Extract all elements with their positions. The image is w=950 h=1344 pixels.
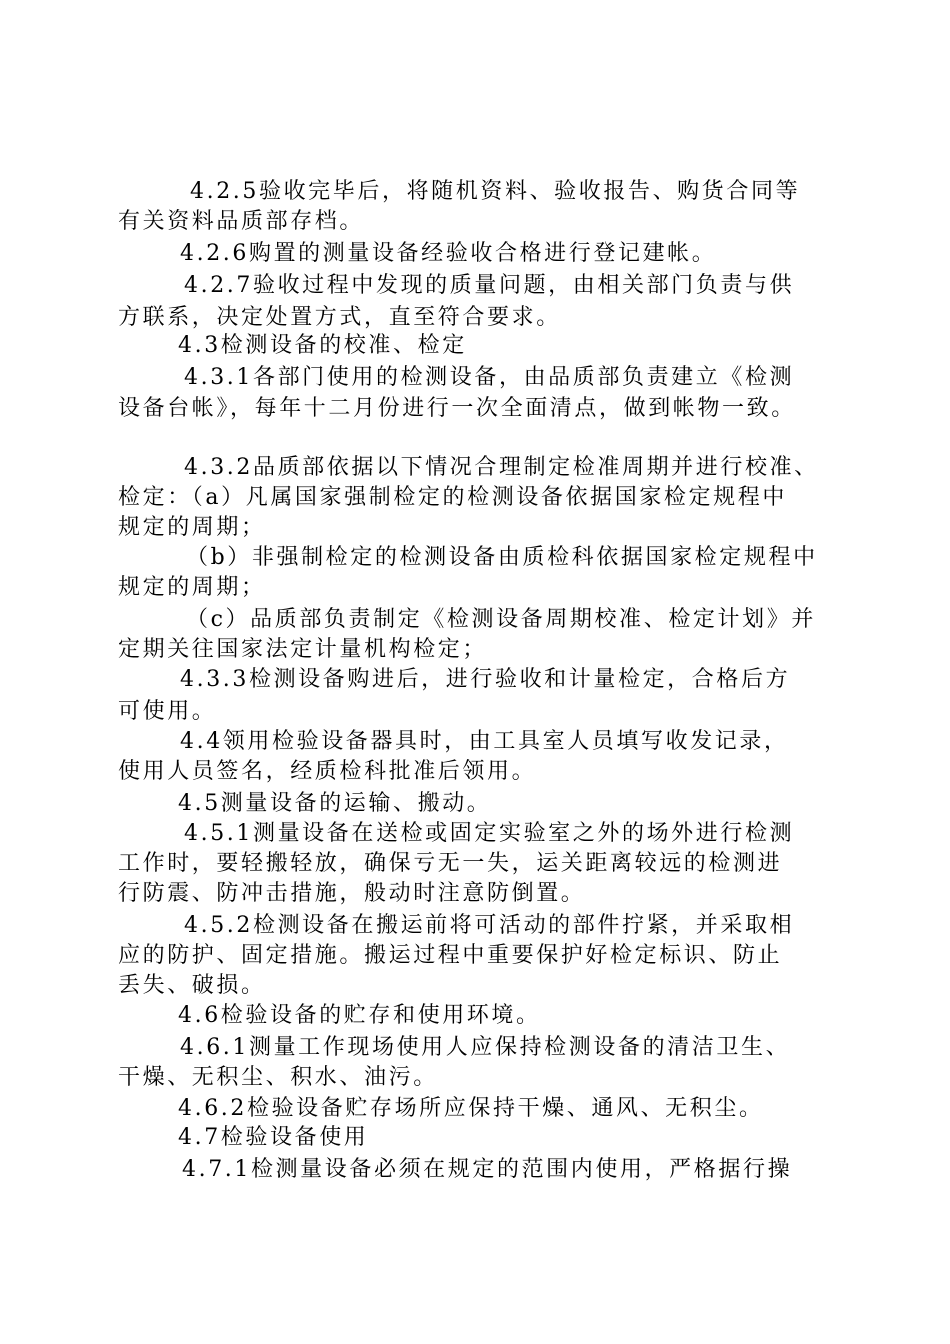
text-line: 4.7.1检测量设备必须在规定的范围内使用，严格据行操 [182,1157,793,1182]
text-line: 4.3.2品质部依据以下情况合理制定检准周期并进行校准、 [184,455,819,480]
text-line: 规定的周期； [118,515,266,540]
text-line: （b）非强制检定的检测设备由质检科依据国家检定规程中 [186,545,818,570]
text-line: 行防震、防冲击措施，般动时注意防倒置。 [118,881,586,906]
text-line: 4.3.1各部门使用的检测设备，由品质部负责建立《检测 [184,365,795,390]
text-line: 4.3检测设备的校准、检定 [178,333,467,358]
text-line: 方联系，决定处置方式，直至符合要求。 [118,305,561,330]
text-line: 4.7检验设备使用 [178,1125,369,1150]
text-line: 4.3.3检测设备购进后，进行验收和计量检定，合格后方 [180,667,791,692]
text-line: 4.6.1测量工作现场使用人应保持检测设备的清洁卫生、 [180,1035,791,1060]
text-line: 设备台帐》，每年十二月份进行一次全面清点，做到帐物一致。 [118,396,796,421]
text-line: 规定的周期； [118,575,266,600]
text-line: 丢失、破损。 [118,973,266,998]
text-line: 可使用。 [118,699,217,724]
text-line: 干燥、无积尘、积水、油污。 [118,1065,438,1090]
text-line: 4.5测量设备的运输、搬动。 [178,791,492,816]
text-line: 4.6.2检验设备贮存场所应保持干燥、通风、无积尘。 [178,1096,764,1121]
text-line: 4.2.7验收过程中发现的质量问题，由相关部门负责与供 [184,273,795,298]
text-line: 检定：（a）凡属国家强制检定的检测设备依据国家检定规程中 [118,485,787,510]
text-line: （c）品质部负责制定《检测设备周期校准、检定计划》并 [186,607,816,632]
text-line: 应的防护、固定措施。搬运过程中重要保护好检定标识、防止 [118,943,783,968]
text-line: 4.2.5验收完毕后，将随机资料、验收报告、购货合同等 [190,179,801,204]
text-line: 4.2.6购置的测量设备经验收合格进行登记建帐。 [180,241,717,266]
text-line: 4.6检验设备的贮存和使用环境。 [178,1003,541,1028]
text-line: 4.5.2检测设备在搬运前将可活动的部件拧紧，并采取相 [184,913,795,938]
text-line: 使用人员签名，经质检科批准后领用。 [118,759,537,784]
text-line: 定期关往国家法定计量机构检定； [118,637,488,662]
text-line: 4.4领用检验设备器具时，由工具室人员填写收发记录， [180,729,789,754]
text-line: 工作时，要轻搬轻放，确保亏无一失，运关距离较远的检测进 [118,851,783,876]
text-line: 有关资料品质部存档。 [118,209,365,234]
text-line: 4.5.1测量设备在送检或固定实验室之外的场外进行检测 [184,821,795,846]
